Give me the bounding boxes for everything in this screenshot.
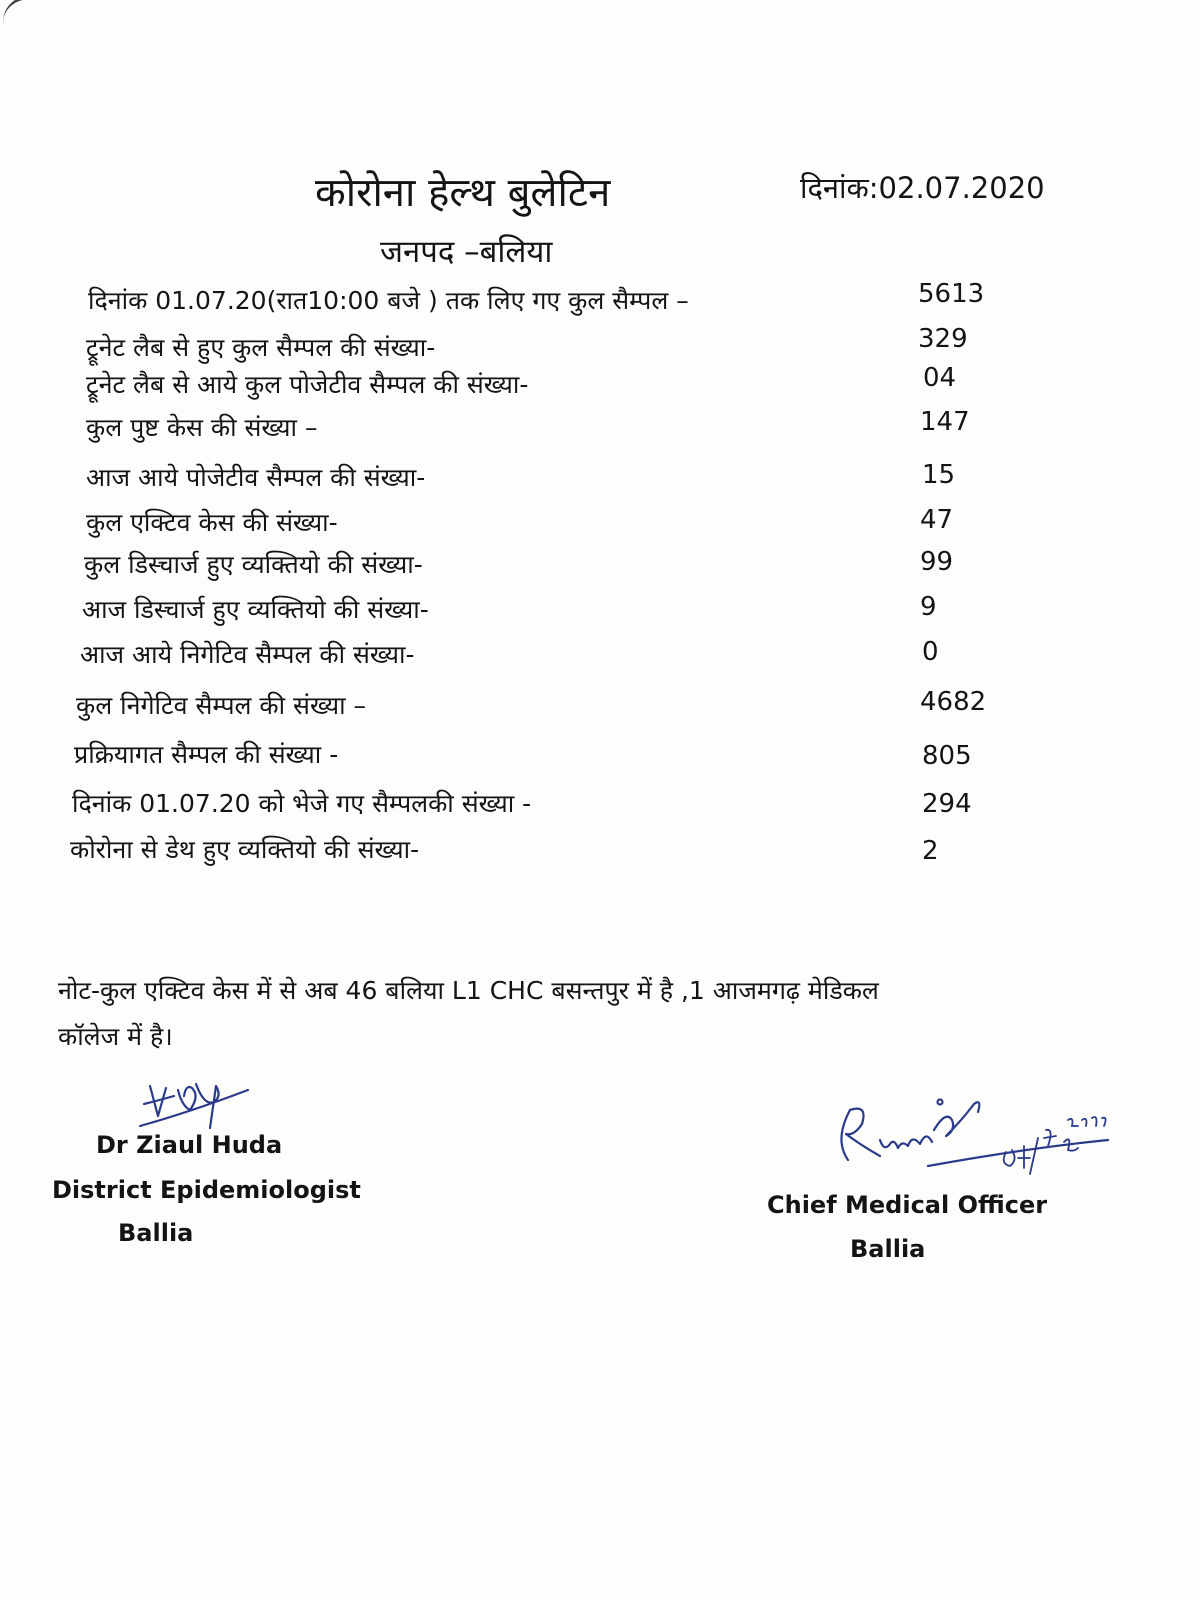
bulletin-date: दिनांक:02.07.2020 [800, 171, 1045, 205]
stat-label: आज आये निगेटिव सैम्पल की संख्या- [80, 640, 415, 669]
stat-label: प्रक्रियागत सैम्पल की संख्या - [74, 740, 339, 769]
stat-row [76, 688, 1076, 728]
stat-row [74, 737, 1074, 777]
stat-row [72, 786, 1072, 826]
left-signatory-designation: District Epidemiologist [52, 1176, 361, 1204]
bulletin-district: जनपद –बलिया [380, 234, 553, 270]
left-signatory-place: Ballia [118, 1219, 194, 1247]
stat-row [84, 547, 1084, 587]
stat-value: 4682 [920, 687, 987, 717]
stat-row [80, 637, 1080, 677]
stat-value: 47 [920, 505, 954, 535]
stat-value: 99 [920, 547, 954, 577]
right-signatory-designation: Chief Medical Officer [767, 1191, 1048, 1219]
stat-value: 5613 [918, 279, 985, 309]
stat-row [88, 279, 1088, 323]
stat-label: दिनांक 01.07.20 को भेजे गए सैम्पलकी संख्या - [72, 789, 532, 818]
stat-label: कुल डिस्चार्ज हुए व्यक्तियो की संख्या- [84, 550, 423, 579]
stat-value: 294 [922, 789, 972, 819]
stat-label: कुल निगेटिव सैम्पल की संख्या – [76, 691, 366, 720]
page-corner-mark [0, 0, 43, 25]
right-signatory-place: Ballia [850, 1235, 926, 1263]
stat-row [86, 505, 1086, 545]
stat-row [82, 592, 1082, 632]
stat-value: 329 [918, 324, 968, 354]
stat-value: 147 [920, 407, 970, 437]
stat-row [86, 460, 1086, 500]
bulletin-title: कोरोना हेल्थ बुलेटिन [315, 170, 611, 216]
stat-row [86, 407, 1086, 450]
stat-row [86, 363, 1086, 407]
stat-label: दिनांक 01.07.20(रात10:00 बजे ) तक लिए गए कुल सैम्पल – [88, 286, 689, 315]
stat-value: 15 [922, 460, 956, 490]
left-signatory-name: Dr Ziaul Huda [96, 1131, 283, 1159]
stat-value: 9 [920, 592, 937, 622]
stat-value: 805 [922, 741, 972, 771]
stat-row [70, 832, 1070, 872]
stat-label: कुल पुष्ट केस की संख्या – [86, 413, 318, 442]
stat-label: कोरोना से डेथ हुए व्यक्तियो की संख्या- [70, 835, 420, 864]
stat-label: ट्रूनेट लैब से हुए कुल सैम्पल की संख्या- [86, 333, 436, 362]
note-line-1: नोट-कुल एक्टिव केस में से अब 46 बलिया L1 CHC बसन्तपुर में है ,1 आजमगढ़ मेडिकल [58, 976, 879, 1005]
bulletin-note [58, 968, 1068, 1060]
note-line-2: कॉलेज में है। [58, 1022, 173, 1051]
stat-label: ट्रूनेट लैब से आये कुल पोजेटीव सैम्पल की संख्या- [86, 370, 529, 399]
stat-label: आज आये पोजेटीव सैम्पल की संख्या- [86, 463, 426, 492]
stat-value: 0 [922, 637, 939, 667]
stat-value: 04 [923, 363, 957, 393]
stat-label: आज डिस्चार्ज हुए व्यक्तियो की संख्या- [82, 595, 429, 624]
stat-label: कुल एक्टिव केस की संख्या- [86, 508, 338, 537]
stat-value: 2 [922, 836, 939, 866]
